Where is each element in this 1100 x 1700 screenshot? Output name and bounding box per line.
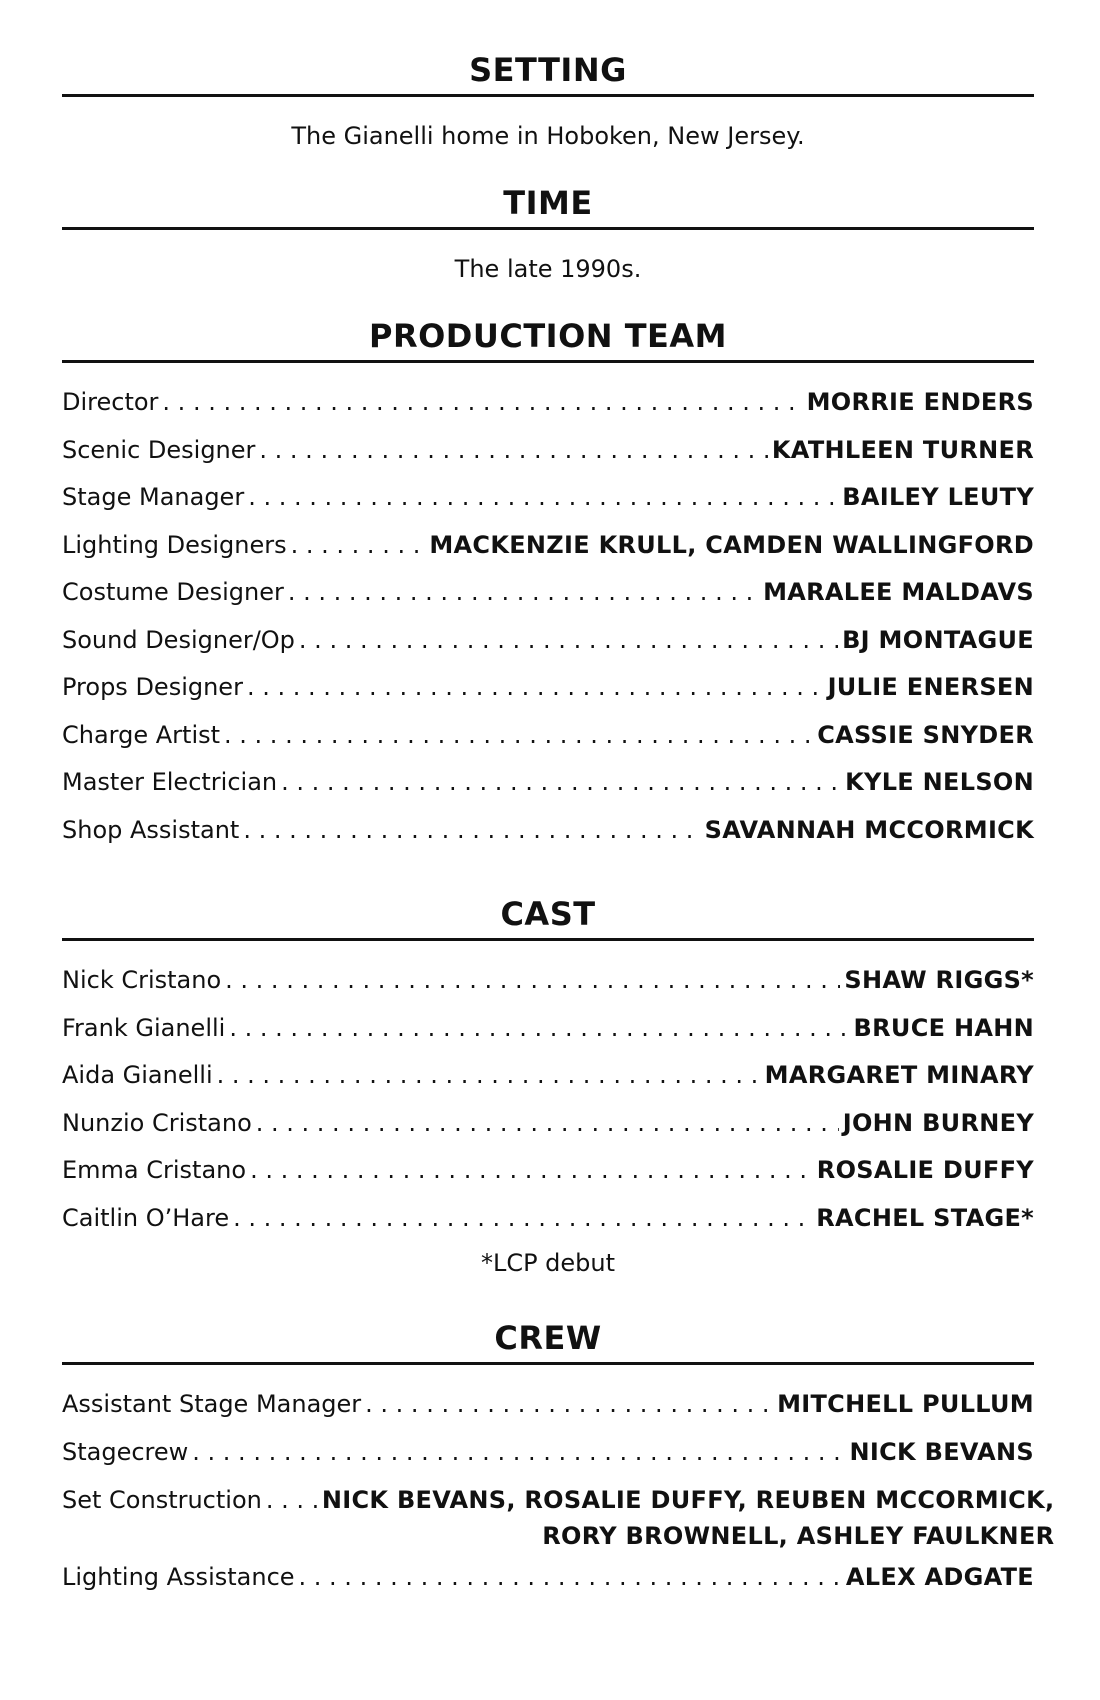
crew-heading: CREW: [62, 1318, 1034, 1365]
cast-row: [62, 1195, 1034, 1243]
actor-name: BRUCE HAHN: [853, 1013, 1034, 1042]
debut-note: *LCP debut: [480, 1249, 616, 1277]
leader-dots: [291, 522, 426, 570]
setting-text: The Gianelli home in Hoboken, New Jersey.: [291, 122, 805, 150]
credit-role: Costume Designer: [62, 578, 284, 606]
character-name: Nunzio Cristano: [62, 1108, 252, 1137]
credit-name: KATHLEEN TURNER: [771, 435, 1034, 464]
program-page: [62, 0, 1055, 1602]
cast-row: [62, 1100, 1034, 1148]
production-team-heading: PRODUCTION TEAM: [62, 316, 1034, 363]
leader-dots: [162, 379, 802, 427]
credit-name: BJ MONTAGUE: [842, 625, 1034, 654]
credit-row: [62, 427, 1034, 475]
leader-dots: [247, 664, 824, 712]
crew-name-line-1: NICK BEVANS, ROSALIE DUFFY, REUBEN MCCORMICK,: [321, 1486, 1055, 1514]
crew-role: Set Construction: [62, 1486, 262, 1514]
credit-row: [62, 807, 1034, 855]
credit-name: BAILEY LEUTY: [842, 483, 1034, 511]
leader-dots: [259, 427, 768, 475]
cast-row: [62, 1005, 1034, 1053]
actor-name: RACHEL STAGE*: [816, 1203, 1034, 1232]
credit-row: [62, 379, 1034, 427]
credit-role: Director: [62, 388, 159, 416]
crew-role: Stagecrew: [62, 1437, 189, 1466]
crew-role: Assistant Stage Manager: [62, 1390, 362, 1418]
credit-role: Shop Assistant: [62, 815, 240, 844]
actor-name: MARGARET MINARY: [764, 1061, 1034, 1089]
character-name: Frank Gianelli: [62, 1013, 226, 1042]
time-heading: TIME: [62, 183, 1034, 230]
cast-list: [62, 957, 1034, 1242]
leader-dots: [256, 1100, 839, 1148]
credit-name: MARALEE MALDAVS: [763, 578, 1034, 606]
cast-row: [62, 957, 1034, 1005]
credit-name: MACKENZIE KRULL, CAMDEN WALLINGFORD: [429, 530, 1034, 559]
crew-name: ALEX ADGATE: [845, 1563, 1034, 1591]
credit-role: Props Designer: [62, 673, 243, 701]
credit-row: [62, 712, 1034, 760]
character-name: Caitlin O’Hare: [62, 1203, 230, 1232]
leader-dots: [288, 569, 759, 617]
leader-dots: [266, 1482, 318, 1518]
cast-heading: CAST: [62, 894, 1034, 941]
leader-dots: [233, 1195, 812, 1243]
leader-dots: [299, 1554, 842, 1602]
credit-role: Master Electrician: [62, 768, 278, 796]
crew-name: NICK BEVANS: [849, 1437, 1034, 1466]
credit-role: Scenic Designer: [62, 435, 256, 464]
crew-row: [62, 1381, 1034, 1429]
credit-row: [62, 569, 1034, 617]
leader-dots: [225, 957, 840, 1005]
credit-name: SAVANNAH MCCORMICK: [704, 815, 1034, 844]
crew-role: Lighting Assistance: [62, 1563, 295, 1591]
time-text: The late 1990s.: [454, 255, 642, 283]
credit-row: [62, 664, 1034, 712]
credit-name: MORRIE ENDERS: [806, 388, 1034, 416]
credit-role: Charge Artist: [62, 720, 221, 749]
leader-dots: [365, 1381, 773, 1429]
leader-dots: [250, 1147, 813, 1195]
credit-role: Lighting Designers: [62, 530, 287, 559]
credit-name: JULIE ENERSEN: [827, 673, 1034, 701]
credit-row: [62, 759, 1034, 807]
cast-row: [62, 1052, 1034, 1100]
leader-dots: [217, 1052, 761, 1100]
crew-name-multiline: [322, 1482, 1055, 1554]
character-name: Aida Gianelli: [62, 1061, 213, 1089]
credit-row: [62, 474, 1034, 522]
credit-name: KYLE NELSON: [845, 768, 1034, 796]
character-name: Nick Cristano: [62, 966, 222, 994]
character-name: Emma Cristano: [62, 1156, 247, 1184]
crew-row: [62, 1429, 1034, 1477]
credit-name: CASSIE SNYDER: [817, 720, 1034, 749]
leader-dots: [281, 759, 841, 807]
leader-dots: [248, 474, 838, 522]
actor-name: JOHN BURNEY: [842, 1108, 1034, 1137]
credit-role: Stage Manager: [62, 483, 245, 511]
credit-row: [62, 617, 1034, 665]
cast-row: [62, 1147, 1034, 1195]
crew-row: [62, 1554, 1034, 1602]
crew-list: [62, 1381, 1055, 1602]
leader-dots: [243, 807, 700, 855]
actor-name: SHAW RIGGS*: [844, 966, 1034, 994]
crew-name: MITCHELL PULLUM: [777, 1390, 1034, 1418]
credit-row: [62, 522, 1034, 570]
leader-dots: [192, 1429, 845, 1477]
production-team-list: [62, 379, 1034, 854]
setting-heading: SETTING: [62, 50, 1034, 97]
actor-name: ROSALIE DUFFY: [816, 1156, 1034, 1184]
crew-row: [62, 1476, 1055, 1554]
leader-dots: [299, 617, 838, 665]
leader-dots: [224, 712, 813, 760]
crew-name-line-2: RORY BROWNELL, ASHLEY FAULKNER: [542, 1522, 1055, 1550]
leader-dots: [229, 1005, 849, 1053]
credit-role: Sound Designer/Op: [62, 625, 295, 654]
